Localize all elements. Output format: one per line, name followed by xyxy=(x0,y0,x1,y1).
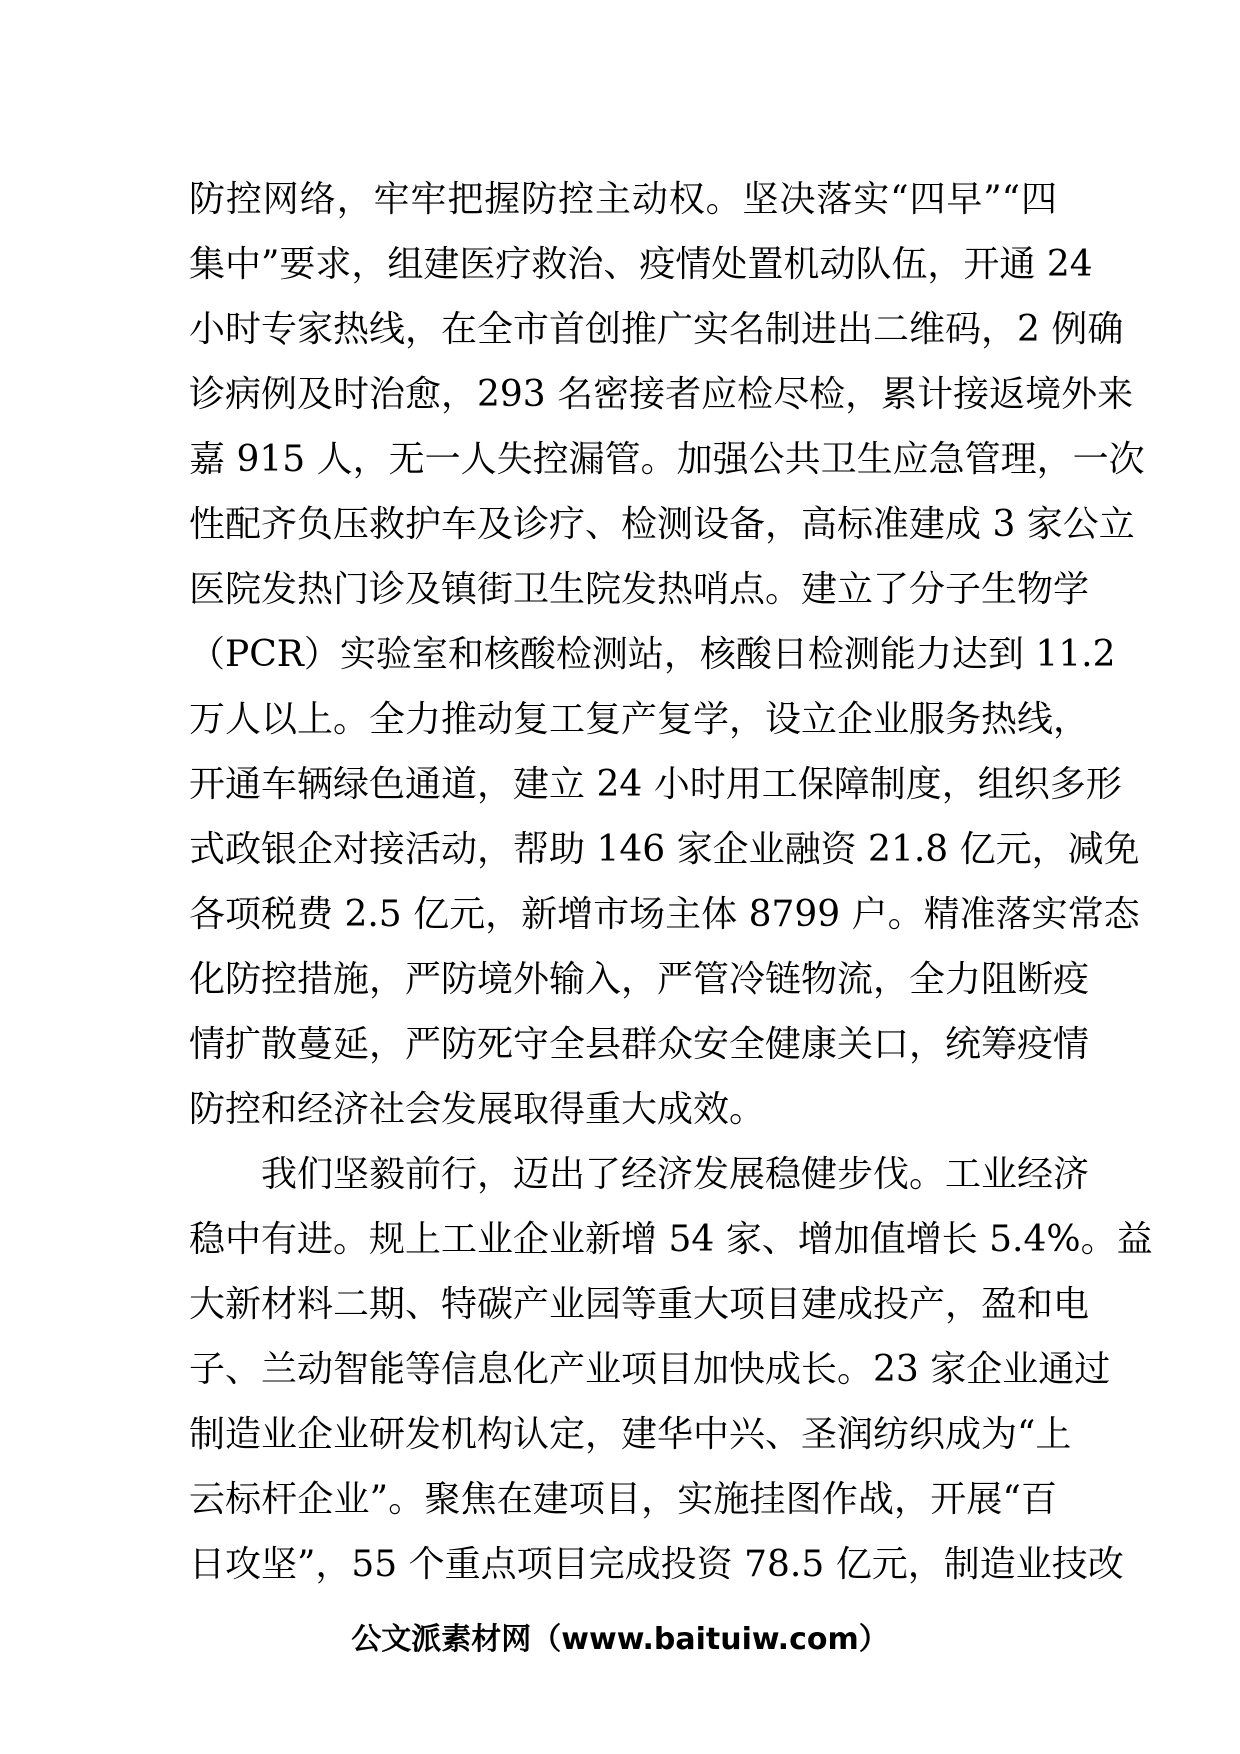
paragraph-1 xyxy=(189,167,1145,1142)
text-line: 云标杆企业”。聚焦在建项目，实施挂图作战，开展“百 xyxy=(189,1479,1057,1520)
text-line: （PCR）实验室和核酸检测站，核酸日检测能力达到 11.2 xyxy=(189,634,1116,675)
text-line: 大新材料二期、特碳产业园等重大项目建成投产，盈和电 xyxy=(189,1284,1090,1325)
text-line: 日攻坚”，55 个重点项目完成投资 78.5 亿元，制造业技改 xyxy=(189,1544,1124,1585)
text-line: 我们坚毅前行，迈出了经济发展稳健步伐。工业经济 xyxy=(261,1154,1090,1195)
text-line: 性配齐负压救护车及诊疗、检测设备，高标准建成 3 家公立 xyxy=(189,504,1135,545)
text-line: 医院发热门诊及镇街卫生院发热哨点。建立了分子生物学 xyxy=(189,569,1090,610)
text-line: 防控和经济社会发展取得重大成效。 xyxy=(189,1089,766,1130)
text-line: 稳中有进。规上工业企业新增 54 家、增加值增长 5.4%。益 xyxy=(189,1219,1153,1260)
text-line: 各项税费 2.5 亿元，新增市场主体 8799 户。精准落实常态 xyxy=(189,894,1140,935)
text-line: 防控网络，牢牢把握防控主动权。坚决落实“四早”“四 xyxy=(189,179,1057,220)
text-line: 子、兰动智能等信息化产业项目加快成长。23 家企业通过 xyxy=(189,1349,1111,1390)
text-line: 开通车辆绿色通道，建立 24 小时用工保障制度，组织多形 xyxy=(189,764,1122,805)
footer-watermark: 公文派素材网（www.baituiw.com） xyxy=(351,1622,889,1657)
text-line: 化防控措施，严防境外输入，严管冷链物流，全力阻断疫 xyxy=(189,959,1090,1000)
text-line: 情扩散蔓延，严防死守全县群众安全健康关口，统筹疫情 xyxy=(189,1024,1090,1065)
document-body xyxy=(189,167,1153,1597)
text-line: 嘉 915 人，无一人失控漏管。加强公共卫生应急管理，一次 xyxy=(189,439,1145,480)
paragraph-2 xyxy=(189,1142,1153,1597)
text-line: 制造业企业研发机构认定，建华中兴、圣润纺织成为“上 xyxy=(189,1414,1072,1455)
text-line: 式政银企对接活动，帮助 146 家企业融资 21.8 亿元，减免 xyxy=(189,829,1140,870)
text-line: 诊病例及时治愈，293 名密接者应检尽检，累计接返境外来 xyxy=(189,374,1134,415)
text-line: 小时专家热线，在全市首创推广实名制进出二维码，2 例确 xyxy=(189,309,1124,350)
text-line: 集中”要求，组建医疗救治、疫情处置机动队伍，开通 24 xyxy=(189,244,1093,285)
text-line: 万人以上。全力推动复工复产复学，设立企业服务热线， xyxy=(189,699,1090,740)
